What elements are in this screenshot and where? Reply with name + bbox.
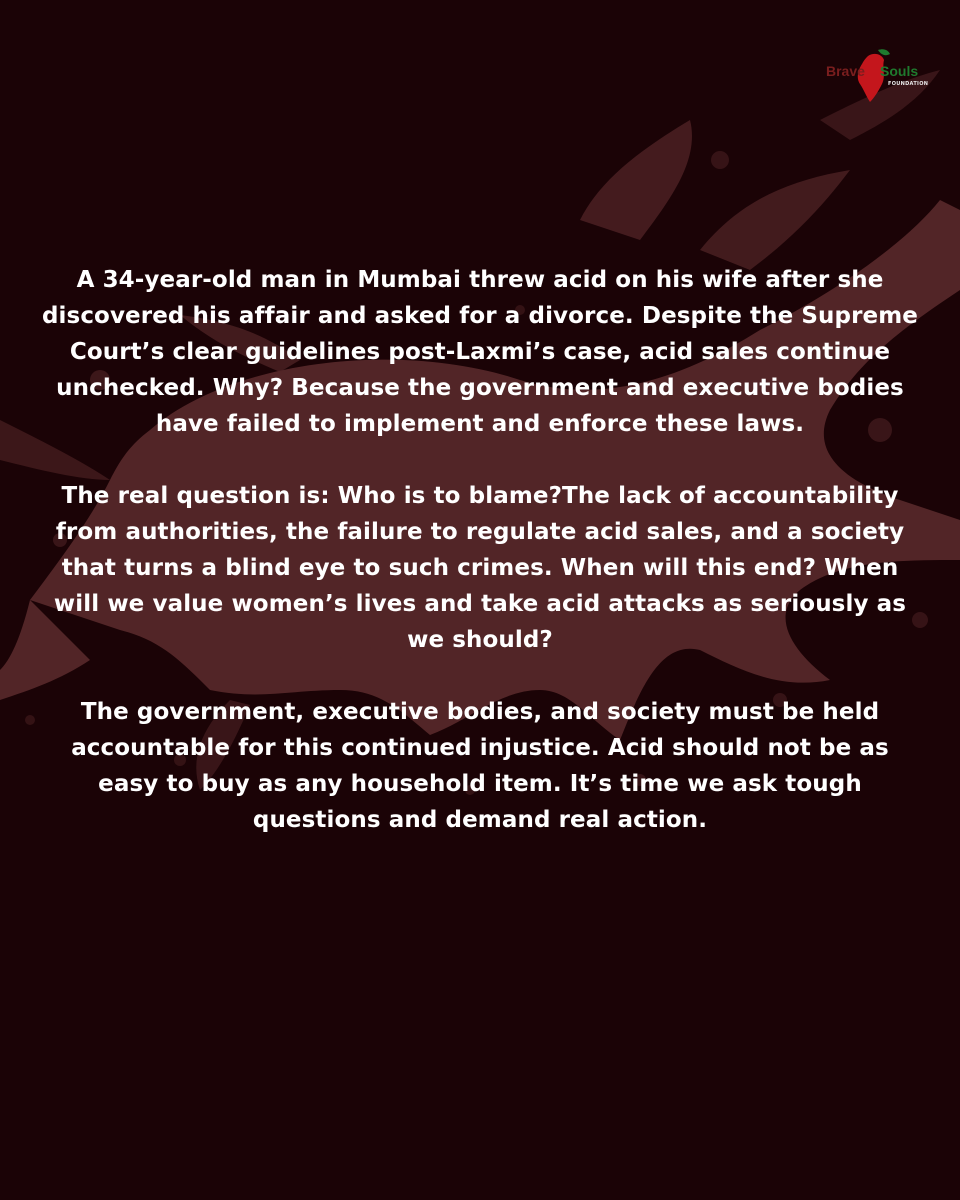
paragraph-incident: A 34-year-old man in Mumbai threw acid on his wife after she discovered his affair and asked for a divorce. Despite the Supreme Court’s clear guidelines post-Laxmi’s case, acid sales continue unchecked. Why? Because the government and executive bodies have failed to implement and enforce these laws. [41, 267, 918, 437]
logo-word-brave: Brave [826, 63, 865, 79]
paragraph-blame: The real question is: Who is to blame?The lack of accountability from authorities, the failure to regulate acid sales, and a society that turns a blind eye to such crimes. When will this end? When will we value women’s lives and take acid attacks as seriously as we should? [53, 483, 907, 653]
post-body [40, 262, 920, 874]
brave-souls-logo [824, 46, 929, 104]
logo-subtitle: FOUNDATION [888, 81, 929, 87]
logo-word-souls: Souls [880, 63, 919, 79]
paragraph-accountability: The government, executive bodies, and society must be held accountable for this continued injustice. Acid should not be as easy to buy as any household item. It’s time we ask tough questions and demand real action. [71, 699, 889, 833]
